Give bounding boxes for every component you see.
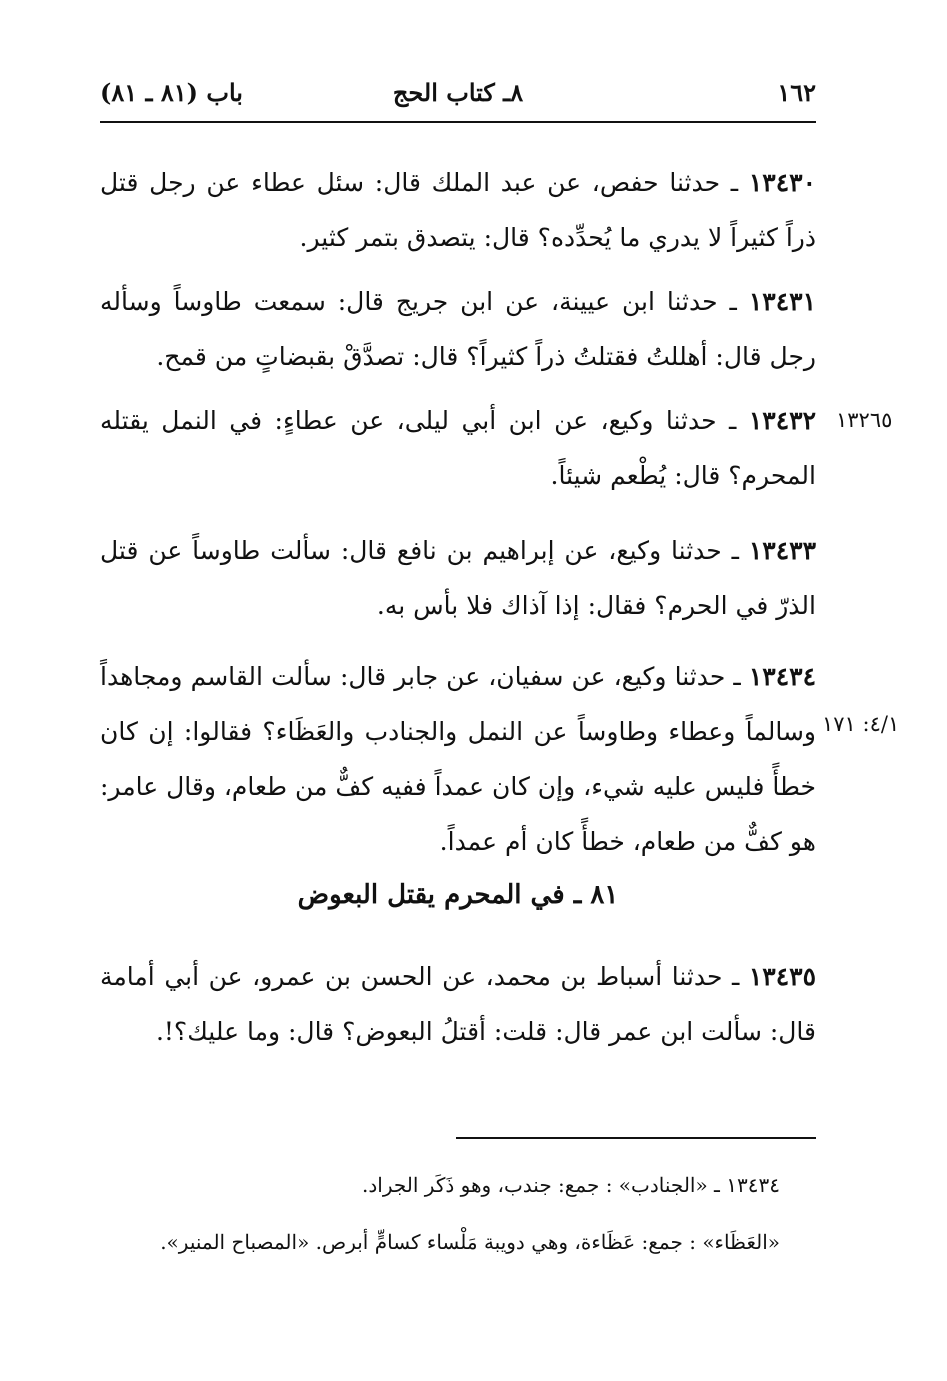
- book-title: ٨ـ كتاب الحج: [392, 78, 524, 107]
- hadith-13434: [100, 649, 816, 869]
- footnote-rule: [456, 1137, 816, 1139]
- header-rule: [100, 121, 816, 123]
- chapter-range: باب (٨١ ـ ٨١): [100, 78, 243, 107]
- hadith-13435: [100, 949, 816, 1059]
- hadith-text: ـ حدثنا حفص، عن عبد الملك قال: سئل عطاء عن رجل قتل ذراً كثيراً لا يدري ما يُحدِّده؟ قال: يتصدق بتمر كثير.: [100, 168, 816, 252]
- footnote-line-1: ١٣٤٣٤ ـ «الجنادب» : جمع: جندب، وهو ذَكَر الجراد.: [362, 1173, 780, 1197]
- hadith-number: ١٣٤٣٠: [748, 168, 816, 197]
- margin-note-volume-page: ٤/١: ١٧١: [822, 712, 900, 736]
- hadith-number: ١٣٤٣١: [748, 287, 816, 316]
- hadith-text: ـ حدثنا وكيع، عن إبراهيم بن نافع قال: سألت طاوساً عن قتل الذرّ في الحرم؟ فقال: إذا آذاك فلا بأس به.: [100, 536, 816, 620]
- hadith-number: ١٣٤٣٢: [748, 406, 816, 435]
- hadith-13432: [100, 393, 816, 503]
- hadith-13433: [100, 523, 816, 633]
- section-heading: ٨١ ـ في المحرم يقتل البعوض: [297, 880, 619, 910]
- hadith-13430: [100, 155, 816, 265]
- hadith-number: ١٣٤٣٤: [748, 662, 816, 691]
- hadith-text: ـ حدثنا وكيع، عن ابن أبي ليلى، عن عطاءٍ: في النمل يقتله المحرم؟ قال: يُطْعم شيئاً.: [100, 406, 816, 490]
- hadith-text: ـ حدثنا أسباط بن محمد، عن الحسن بن عمرو، عن أبي أمامة قال: سألت ابن عمر قال: قلت: أقتلُ البعوض؟ قال: وما عليك؟!.: [100, 962, 816, 1046]
- hadith-number: ١٣٤٣٣: [748, 536, 816, 565]
- hadith-13431: [100, 274, 816, 384]
- hadith-text: ـ حدثنا وكيع، عن سفيان، عن جابر قال: سألت القاسم ومجاهداً وسالماً وعطاء وطاوساً عن النمل والجنادب والعَظَاء؟ فقالوا: إن كان خطأً فليس عليه شيء، وإن كان عمداً ففيه كفٌّ من طعام، وقال عامر: هو كفٌّ من طعام، خطأً كان أم عمداً.: [100, 662, 816, 856]
- margin-note-cross-reference: ١٣٢٦٥: [836, 408, 893, 432]
- page-number: ١٦٢: [777, 78, 816, 107]
- hadith-number: ١٣٤٣٥: [748, 962, 816, 991]
- footnote-line-2: «العَظَاء» : جمع: عَظَاءة، وهي دويبة مَلْساء كسامٍّ أبرص. «المصباح المنير».: [160, 1230, 780, 1254]
- hadith-text: ـ حدثنا ابن عيينة، عن ابن جريج قال: سمعت طاوساً وسأله رجل قال: أهللتُ فقتلتُ ذراً كثيراً؟ قال: تصدَّقْ بقبضاتٍ من قمح.: [100, 287, 816, 371]
- page-header: [100, 78, 816, 118]
